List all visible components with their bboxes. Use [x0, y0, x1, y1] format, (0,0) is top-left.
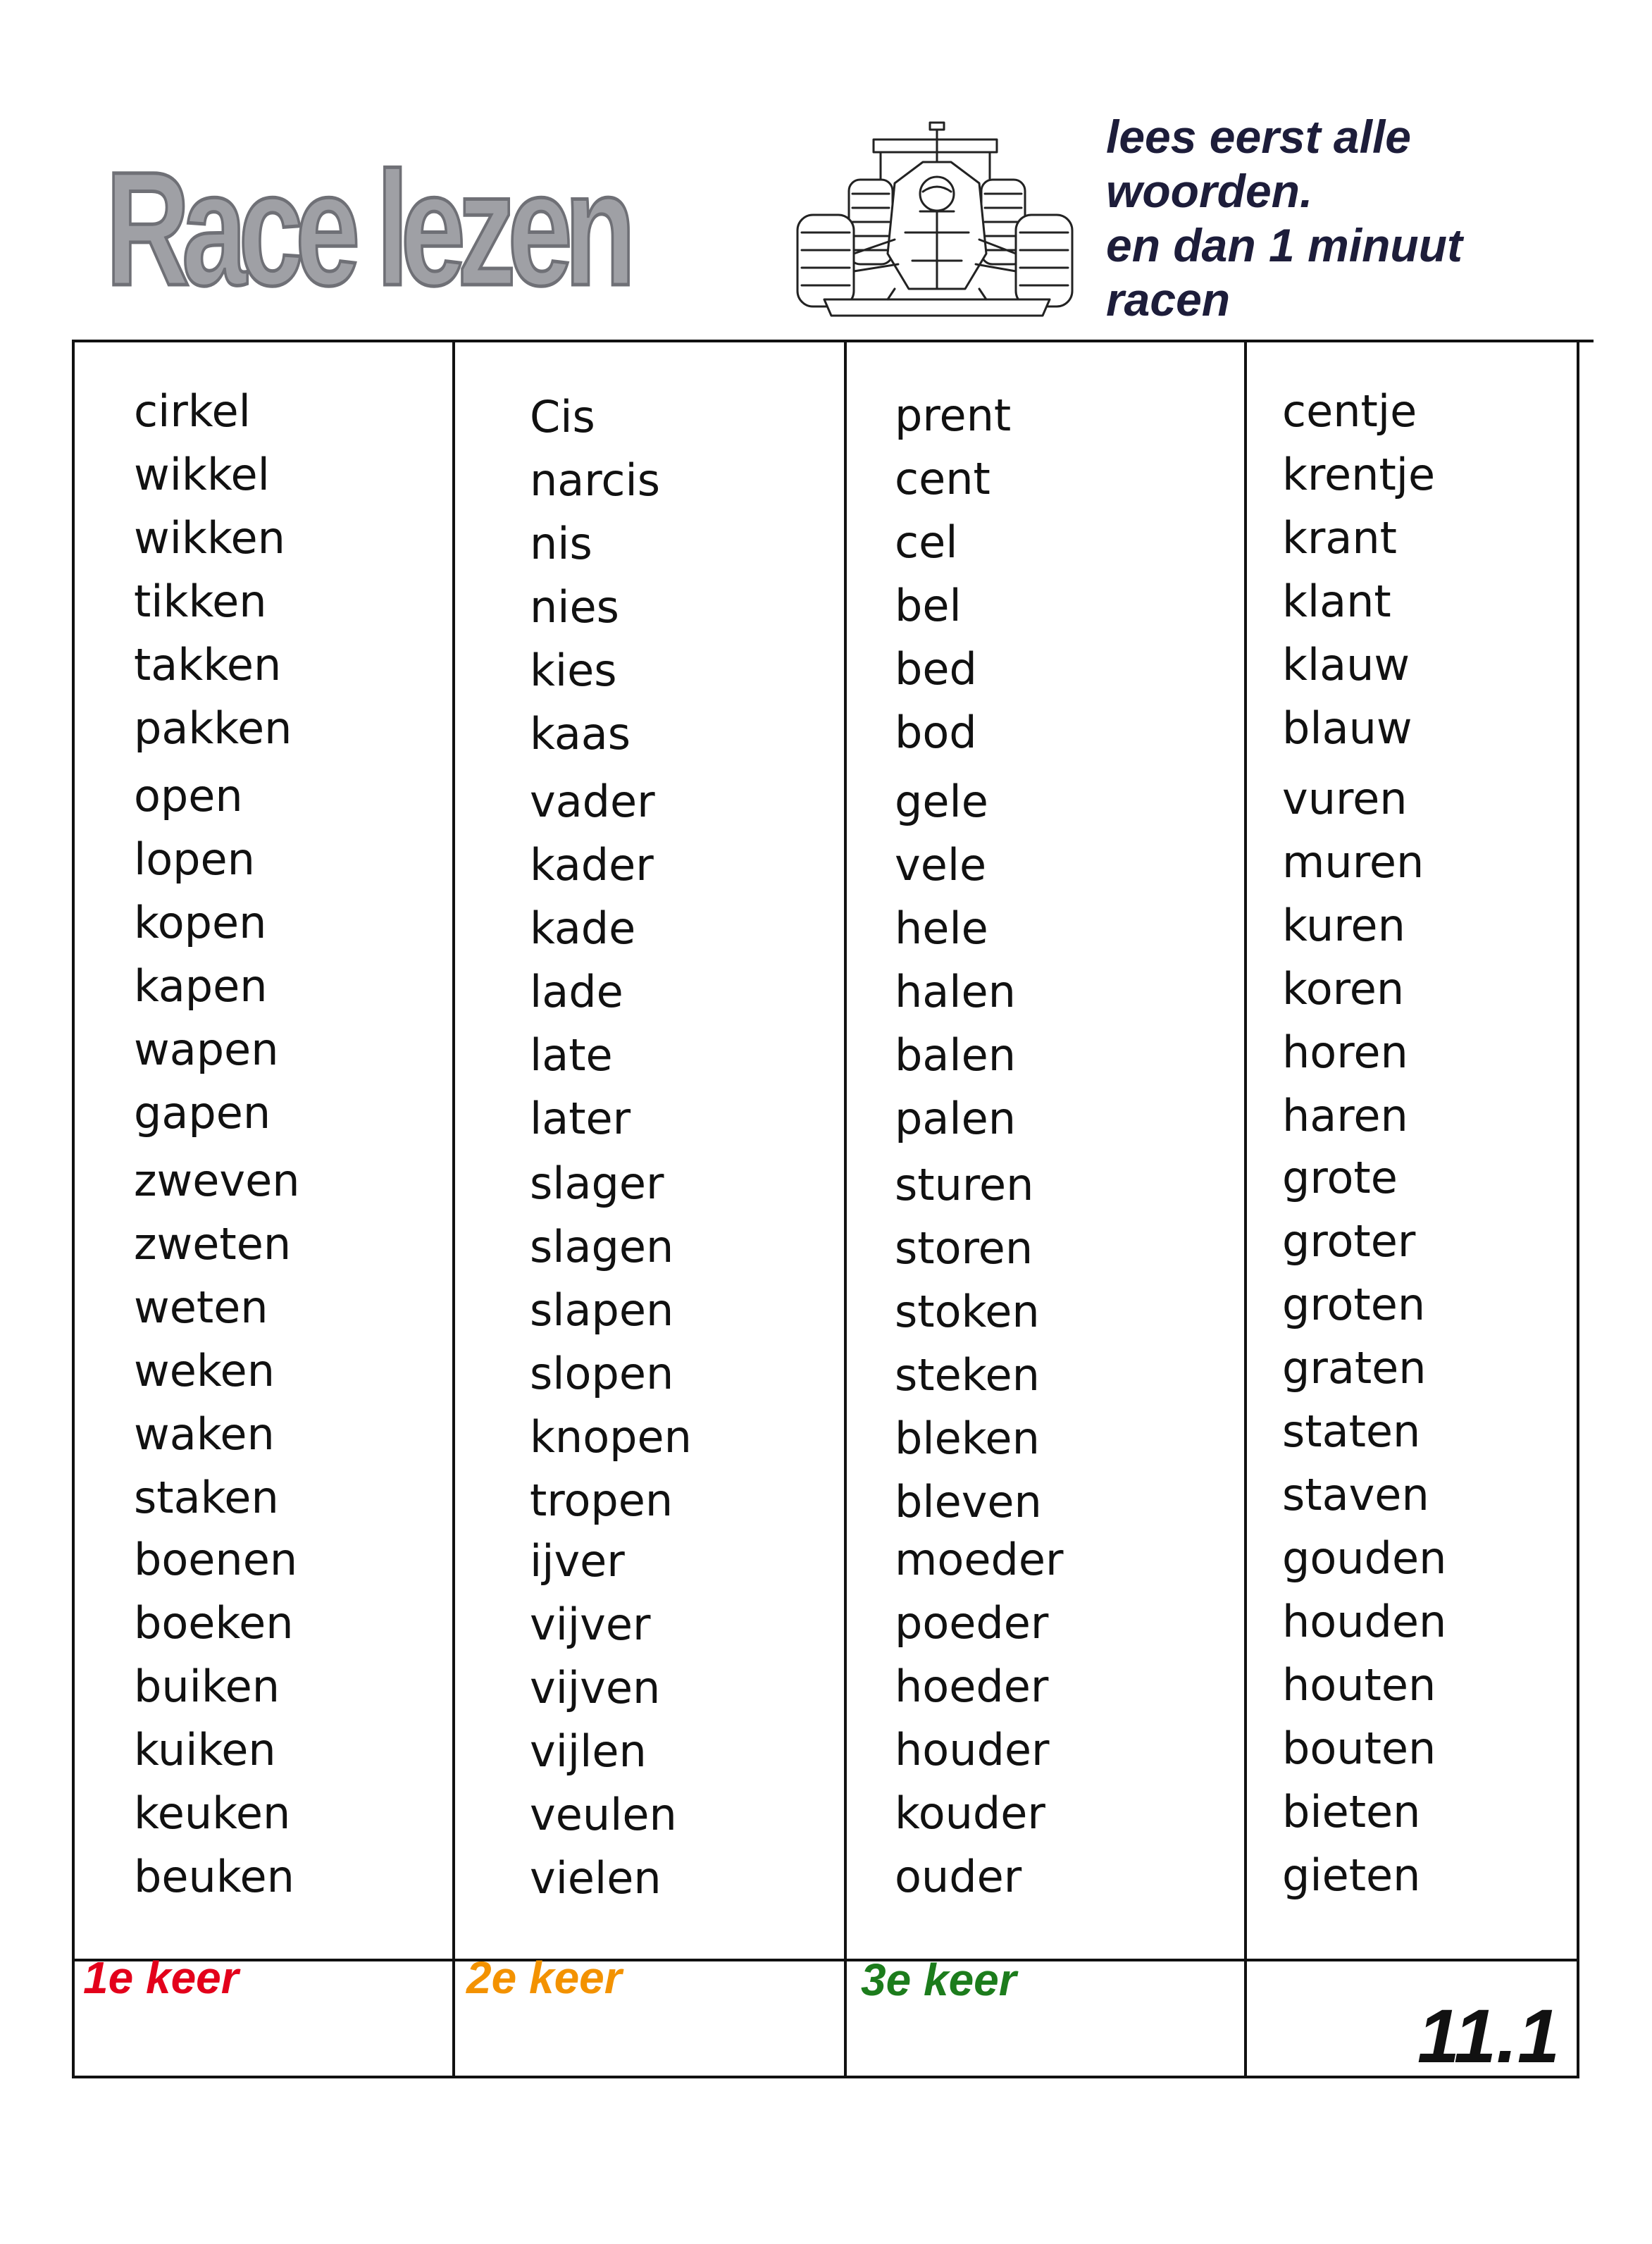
word: narcis: [530, 454, 661, 506]
word: wapen: [134, 1024, 279, 1075]
table-right-border: [1577, 340, 1579, 2078]
word: vader: [530, 776, 655, 827]
column-divider: [844, 340, 847, 2078]
word: vijver: [530, 1599, 651, 1650]
word: palen: [895, 1093, 1017, 1144]
reading-table: [72, 340, 1579, 2080]
word: vijlen: [530, 1725, 647, 1777]
attempt-label-1: 1e keer: [83, 1952, 239, 2003]
word: steken: [895, 1349, 1040, 1401]
word: nies: [530, 581, 619, 633]
word: kies: [530, 645, 617, 696]
word: Cis: [530, 391, 595, 442]
word: kaas: [530, 708, 631, 760]
word: gapen: [134, 1087, 271, 1139]
word: slager: [530, 1158, 664, 1209]
word: stoken: [895, 1286, 1040, 1337]
table-top-border: [72, 340, 1594, 342]
word: halen: [895, 966, 1016, 1017]
word: kade: [530, 903, 636, 954]
word: horen: [1282, 1027, 1408, 1078]
word: houden: [1282, 1596, 1447, 1647]
word: gele: [895, 776, 988, 827]
table-bottom-border: [72, 2076, 1579, 2078]
word: muren: [1282, 836, 1424, 888]
word: groter: [1282, 1215, 1416, 1267]
word: poeder: [895, 1597, 1049, 1649]
word: houten: [1282, 1659, 1436, 1711]
word: boeken: [134, 1597, 294, 1649]
word: bleken: [895, 1413, 1040, 1464]
instruction-line-4: racen: [1106, 273, 1231, 326]
word: staten: [1282, 1406, 1421, 1457]
word: klant: [1282, 576, 1391, 627]
word: grote: [1282, 1152, 1398, 1203]
word: storen: [895, 1222, 1033, 1274]
word: takken: [134, 639, 282, 690]
word: kader: [530, 839, 654, 891]
word: bieten: [1282, 1786, 1421, 1837]
page-title: Race lezen: [106, 138, 628, 319]
word: slopen: [530, 1348, 674, 1399]
attempt-label-2: 2e keer: [466, 1952, 622, 2003]
word: groten: [1282, 1279, 1426, 1330]
word: nis: [530, 518, 592, 569]
word: cel: [895, 516, 958, 568]
word: kuren: [1282, 900, 1405, 951]
word: centje: [1282, 385, 1417, 437]
word: kopen: [134, 897, 267, 948]
word: lade: [530, 966, 623, 1017]
word: pakken: [134, 702, 292, 754]
word: waken: [134, 1408, 275, 1460]
word: hele: [895, 903, 988, 954]
word: gieten: [1282, 1849, 1421, 1901]
word: vuren: [1282, 773, 1408, 824]
word: sturen: [895, 1159, 1034, 1210]
word: open: [134, 770, 243, 822]
word: kapen: [134, 960, 268, 1012]
instruction-line-2: woorden.: [1106, 165, 1313, 217]
column-divider: [452, 340, 455, 2078]
word: gouden: [1282, 1532, 1447, 1584]
word: vielen: [530, 1852, 662, 1904]
word: klauw: [1282, 639, 1410, 690]
word: krant: [1282, 512, 1397, 564]
word: zweten: [134, 1218, 292, 1270]
word: kuiken: [134, 1724, 276, 1775]
word: wikkel: [134, 449, 270, 500]
word: bleven: [895, 1476, 1042, 1527]
instruction-line-1: lees eerst alle: [1106, 111, 1411, 163]
word: late: [530, 1029, 613, 1081]
word: hoeder: [895, 1661, 1049, 1712]
word: beuken: [134, 1851, 294, 1902]
column-divider: [1244, 340, 1247, 2078]
word: prent: [895, 390, 1012, 441]
word: blauw: [1282, 702, 1412, 754]
word: weken: [134, 1345, 275, 1396]
instruction-line-3: en dan 1 minuut: [1106, 219, 1463, 271]
word: lopen: [134, 833, 255, 885]
word: cirkel: [134, 385, 251, 437]
word: slagen: [530, 1221, 674, 1272]
word: ijver: [530, 1535, 625, 1587]
word: weten: [134, 1282, 268, 1333]
word: graten: [1282, 1342, 1427, 1394]
word: slapen: [530, 1284, 674, 1336]
word: vijven: [530, 1662, 661, 1713]
word: cent: [895, 453, 990, 504]
word: wikken: [134, 512, 285, 564]
word: later: [530, 1093, 631, 1144]
attempt-label-3: 3e keer: [861, 1954, 1017, 2005]
word: keuken: [134, 1787, 291, 1839]
word: staken: [134, 1472, 279, 1523]
word: houder: [895, 1724, 1050, 1775]
word: balen: [895, 1029, 1017, 1081]
word: moeder: [895, 1534, 1064, 1585]
word: krentje: [1282, 449, 1436, 500]
word: veulen: [530, 1789, 677, 1840]
race-car-icon: [782, 113, 1078, 324]
word: boenen: [134, 1534, 298, 1585]
word: bed: [895, 643, 977, 695]
word: bouten: [1282, 1723, 1436, 1774]
footer-divider: [72, 1959, 1579, 1961]
word: vele: [895, 839, 987, 891]
word: haren: [1282, 1090, 1408, 1141]
word: bod: [895, 707, 977, 758]
word: tropen: [530, 1475, 673, 1526]
word: ouder: [895, 1851, 1022, 1902]
lesson-number: 11.1: [1417, 1993, 1560, 2078]
word: staven: [1282, 1469, 1429, 1520]
word: knopen: [530, 1411, 692, 1463]
table-left-border: [72, 340, 75, 2078]
word: zweven: [134, 1155, 300, 1206]
word: buiken: [134, 1661, 280, 1712]
word: koren: [1282, 963, 1405, 1015]
word: bel: [895, 580, 962, 631]
word: tikken: [134, 576, 267, 627]
word: kouder: [895, 1787, 1045, 1839]
